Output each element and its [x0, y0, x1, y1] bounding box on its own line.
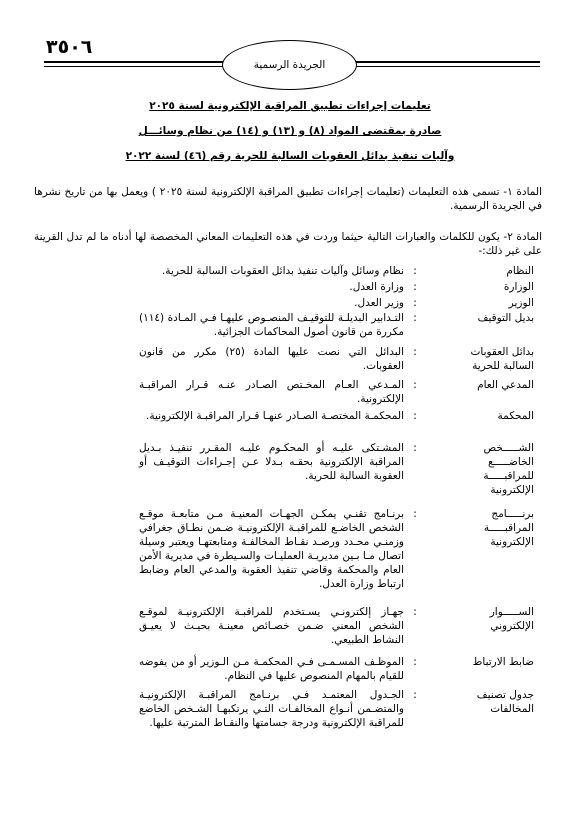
definition-colon: : — [413, 606, 417, 618]
definition-term: المحكمة — [497, 410, 534, 422]
definition-text: البدائل التي نصت عليها المادة (٢٥) مكرر من قانون العقوبات. — [139, 346, 404, 372]
title-line-3: وآليات تنفيذ بدائل العقوبات السالبة للحرية رقم (٤٦) لسنة ٢٠٢٢ — [125, 150, 455, 162]
definition-text: المـدعي العـام المخـتص الصـادر عنـه قـرار المراقبـة الإلكترونية. — [139, 379, 404, 405]
article-1: المادة ١- تسمى هذه التعليمات (تعليمات إجراءات تطبيق المراقبة الإلكترونية لسنة ٢٠٢٥ ) ويعمل بها من تاريخ نشرها في الجريدة الرسمية. — [34, 186, 542, 212]
title-line-2: صادرة بمقتضى المواد (٨) و (١٣) و (١٤) من نظام وسائـــل — [138, 125, 442, 137]
definition-term: برنـــــامج المراقبـــــة الإلكترونية — [483, 508, 534, 548]
definition-text: المحكمـة المختصـة الصـادر عنهـا قـرار المراقبـة الإلكترونية. — [146, 410, 404, 422]
definition-term: المدعي العام — [477, 379, 534, 391]
definition-text: الجـدول المعتمـد فـي برنـامج المراقبـة الإلكترونيـة والمتضـمن أنـواع المخالفـات التـي يرتكبهـا الشـخص الخاضع للمراقبة الإلكترونية ودرجة جسامتها والنقـاط المترتبة عليها. — [139, 689, 404, 729]
definition-text: المشـتكى عليـه أو المحكـوم عليـه المقـرر تنفيـذ بـديل المراقبة الإلكترونية بحقـه بـدلا عـن إجـراءات التوقيـف أو العقوبة السالبة للحرية. — [139, 442, 404, 482]
definition-text: نظام وسائل وآليات تنفيذ بدائل العقوبات السالبة للحرية. — [161, 265, 404, 277]
definition-text: التـدابير البديلـة للتوقيـف المنصـوص عليهـا فـي المـادة (١١٤) مكررة من قانون أصول المحاكمات الجزائية. — [139, 312, 404, 338]
definition-colon: : — [413, 346, 417, 358]
definition-colon: : — [413, 508, 417, 520]
article-2: المادة ٢- يكون للكلمات والعبارات التالية حيثما وردت في هذه التعليمات المعاني المخصصة لها أدناه ما لم تدل القرينة على غير ذلك:- — [34, 231, 542, 257]
definition-text: وزارة العدل. — [349, 281, 404, 293]
definition-text: برنـامج تقنـي يمكـن الجهـات المعنيـة مـن متابعـة موقـع الشخص الخاضـع للمراقبـة الإلكترونيـة ضـمن نطـاق جغرافي وزمنـي محـدد ورصـد نقـاط المخالفـة ومتابعتهـا ويعتبر وسيلة اتصال مـا بـين مديريـة العمليـات والسـيطرة في مديرية الأمن العام والمحكمة وقاضي تنفيذ العقوبة والمدعي العام وضابط ارتباط وزارة العدل. — [139, 508, 404, 590]
definition-term: الســـــوار الإلكتروني — [489, 606, 534, 632]
title-line-1: تعليمات إجراءات تطبيق المراقبة الإلكترونية لسنة ٢٠٢٥ — [149, 100, 431, 112]
definition-text: وزير العدل. — [354, 297, 404, 309]
gazette-name: الجريدة الرسمية — [253, 59, 326, 71]
definition-colon: : — [413, 281, 417, 293]
definition-colon: : — [413, 379, 417, 391]
definition-term: بدائل العقوبات السالبة للحرية — [470, 346, 534, 372]
definition-term: ضابط الارتباط — [472, 656, 534, 668]
definition-colon: : — [413, 656, 417, 668]
definition-colon: : — [413, 689, 417, 701]
gazette-oval — [222, 40, 357, 90]
definition-colon: : — [413, 442, 417, 454]
definition-term: جدول تصنيف المخالفات — [476, 689, 534, 715]
definition-term: الوزير — [508, 297, 534, 309]
definition-colon: : — [413, 410, 417, 422]
definition-term: النظام — [506, 265, 534, 277]
definition-colon: : — [413, 297, 417, 309]
definition-text: جهـاز إلكترونـي يسـتخدم للمراقبـة الإلكترونيـة لموقـع الشخص المعني ضـمن خصـائص معينـة بحيـث لا يعيـق النشاط الطبيعي. — [139, 606, 404, 646]
definition-colon: : — [413, 265, 417, 277]
definition-term: بديل التوقيف — [477, 312, 534, 324]
page-number: ٣٥٠٦ — [46, 36, 93, 58]
definition-term: الشـــــخص الخاضـــــع للمراقبـــــة الإلكترونية — [483, 442, 534, 496]
definition-colon: : — [413, 312, 417, 324]
definition-term: الوزارة — [503, 281, 534, 293]
definition-text: الموظـف المسـمـى فـي المحكمـة مـن الـوزير أو من يفوضه للقيام بالمهام المنصوص عليها في النظام. — [139, 656, 404, 682]
